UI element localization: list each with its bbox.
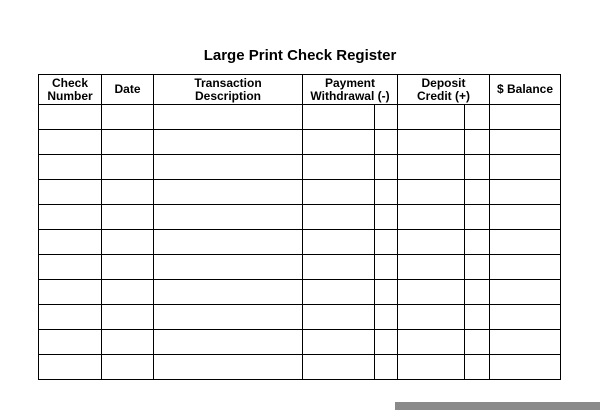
cell-balance (490, 155, 561, 180)
cell-deposit-amount (398, 330, 465, 355)
cell-transaction-description (154, 330, 303, 355)
cell-deposit-cents (465, 355, 490, 380)
header-check-number: Check Number (39, 75, 102, 105)
header-balance: $ Balance (490, 75, 561, 105)
cell-payment-cents (375, 155, 398, 180)
cell-deposit-amount (398, 155, 465, 180)
table-row (39, 255, 561, 280)
cell-date (102, 155, 154, 180)
cell-payment-amount (303, 105, 375, 130)
table-row (39, 330, 561, 355)
table-row (39, 180, 561, 205)
table-row (39, 280, 561, 305)
cell-payment-amount (303, 180, 375, 205)
cell-payment-cents (375, 180, 398, 205)
cell-transaction-description (154, 155, 303, 180)
cell-deposit-amount (398, 130, 465, 155)
header-payment-withdrawal: Payment Withdrawal (-) (303, 75, 398, 105)
cell-deposit-amount (398, 255, 465, 280)
table-row (39, 355, 561, 380)
cell-balance (490, 255, 561, 280)
register-body (39, 105, 561, 380)
cell-payment-cents (375, 305, 398, 330)
cell-transaction-description (154, 205, 303, 230)
cell-deposit-amount (398, 180, 465, 205)
cell-payment-cents (375, 330, 398, 355)
cell-deposit-cents (465, 330, 490, 355)
cell-payment-cents (375, 280, 398, 305)
cell-date (102, 230, 154, 255)
cell-payment-cents (375, 355, 398, 380)
cell-deposit-amount (398, 280, 465, 305)
cell-deposit-amount (398, 355, 465, 380)
cell-transaction-description (154, 280, 303, 305)
cell-payment-cents (375, 205, 398, 230)
cell-date (102, 280, 154, 305)
cell-date (102, 305, 154, 330)
table-row (39, 155, 561, 180)
check-register-table (38, 74, 561, 380)
header-transaction-description: Transaction Description (154, 75, 303, 105)
cell-payment-amount (303, 205, 375, 230)
cell-payment-amount (303, 155, 375, 180)
cell-deposit-cents (465, 255, 490, 280)
cell-payment-amount (303, 330, 375, 355)
cell-date (102, 130, 154, 155)
cell-payment-cents (375, 255, 398, 280)
cell-balance (490, 205, 561, 230)
cell-transaction-description (154, 180, 303, 205)
cell-deposit-cents (465, 280, 490, 305)
table-row (39, 230, 561, 255)
cell-transaction-description (154, 355, 303, 380)
cell-check-number (39, 205, 102, 230)
cell-deposit-cents (465, 230, 490, 255)
cell-payment-cents (375, 230, 398, 255)
cell-transaction-description (154, 305, 303, 330)
cell-payment-amount (303, 130, 375, 155)
cell-check-number (39, 255, 102, 280)
table-row (39, 205, 561, 230)
cell-payment-amount (303, 255, 375, 280)
cell-check-number (39, 180, 102, 205)
cell-check-number (39, 305, 102, 330)
cell-balance (490, 105, 561, 130)
cell-balance (490, 180, 561, 205)
cell-deposit-cents (465, 205, 490, 230)
table-row (39, 130, 561, 155)
cell-date (102, 180, 154, 205)
cell-transaction-description (154, 230, 303, 255)
header-deposit-credit: Deposit Credit (+) (398, 75, 490, 105)
cell-payment-amount (303, 280, 375, 305)
cell-deposit-amount (398, 205, 465, 230)
page-title: Large Print Check Register (203, 47, 397, 64)
cell-date (102, 330, 154, 355)
cell-check-number (39, 155, 102, 180)
cell-check-number (39, 280, 102, 305)
cell-date (102, 255, 154, 280)
bottom-scroll-bar (395, 402, 600, 410)
cell-balance (490, 280, 561, 305)
cell-deposit-cents (465, 155, 490, 180)
cell-payment-cents (375, 105, 398, 130)
cell-balance (490, 230, 561, 255)
cell-check-number (39, 355, 102, 380)
cell-transaction-description (154, 255, 303, 280)
cell-deposit-amount (398, 105, 465, 130)
cell-payment-cents (375, 130, 398, 155)
cell-balance (490, 130, 561, 155)
cell-balance (490, 330, 561, 355)
cell-deposit-cents (465, 305, 490, 330)
cell-deposit-cents (465, 130, 490, 155)
cell-check-number (39, 230, 102, 255)
cell-date (102, 105, 154, 130)
table-row (39, 305, 561, 330)
cell-payment-amount (303, 305, 375, 330)
cell-payment-amount (303, 230, 375, 255)
cell-deposit-cents (465, 105, 490, 130)
header-row (39, 75, 561, 105)
cell-balance (490, 305, 561, 330)
cell-deposit-cents (465, 180, 490, 205)
cell-deposit-amount (398, 305, 465, 330)
cell-check-number (39, 330, 102, 355)
cell-transaction-description (154, 105, 303, 130)
table-row (39, 105, 561, 130)
cell-date (102, 205, 154, 230)
cell-check-number (39, 130, 102, 155)
header-date: Date (102, 75, 154, 105)
cell-transaction-description (154, 130, 303, 155)
cell-check-number (39, 105, 102, 130)
cell-deposit-amount (398, 230, 465, 255)
cell-date (102, 355, 154, 380)
cell-payment-amount (303, 355, 375, 380)
cell-balance (490, 355, 561, 380)
